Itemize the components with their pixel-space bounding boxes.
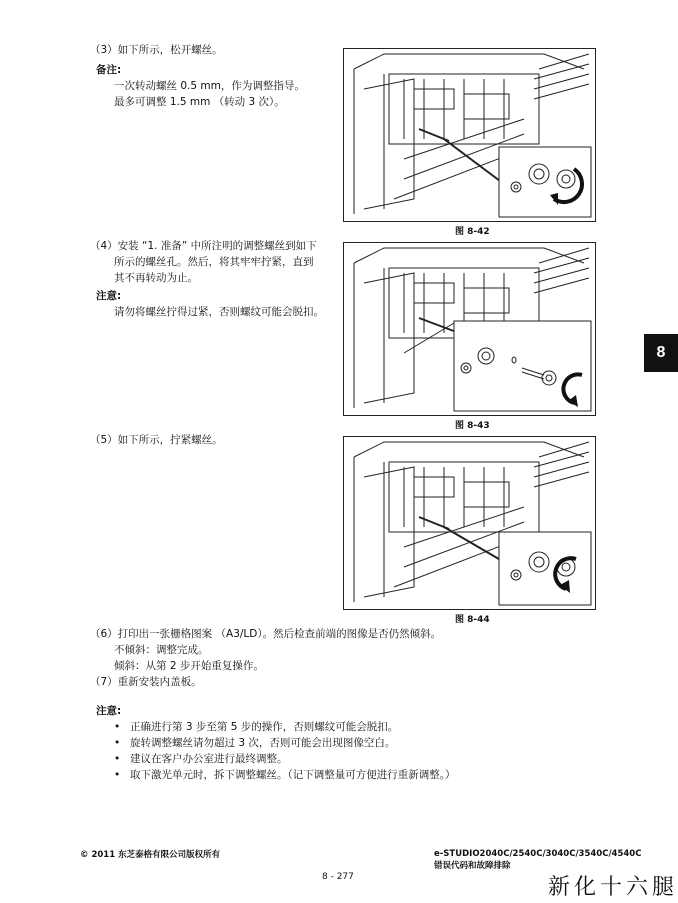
step-4-note-label: 注意: bbox=[96, 290, 122, 302]
figure-8-42-image bbox=[343, 48, 596, 222]
footer-model-name: e-STUDIO2040C/2540C/3040C/3540C/4540C bbox=[434, 849, 642, 859]
figure-8-43-image bbox=[343, 242, 596, 416]
step-6-line-1: 不倾斜：调整完成。 bbox=[114, 644, 209, 656]
tighten-screw-illustration-icon bbox=[344, 437, 595, 609]
caution-item-4: • 取下激光单元时，拆下调整螺丝。（记下调整量可方便进行重新调整。） bbox=[114, 767, 456, 783]
step-4-title-line-1: （4）安装 “1. 准备” 中所注明的调整螺丝到如下 bbox=[90, 240, 317, 252]
caution-item-3: • 建议在客户办公室进行最终调整。 bbox=[114, 751, 456, 767]
figure-8-42-caption: 图 8-42 bbox=[455, 227, 490, 237]
page-number: 8 - 277 bbox=[322, 872, 354, 882]
step-7-title: （7）重新安装内盖板。 bbox=[90, 676, 202, 688]
caution-list bbox=[114, 719, 456, 783]
watermark-text: 新化十六腿 bbox=[548, 875, 678, 900]
footer-section: 错误代码和故障排除 bbox=[434, 861, 511, 871]
step-4-title-line-2: 所示的螺丝孔。然后，将其牢牢拧紧，直到 bbox=[114, 256, 314, 268]
step-4-note-line-1: 请勿将螺丝拧得过紧，否则螺纹可能会脱扣。 bbox=[114, 306, 324, 318]
figure-8-44-caption: 图 8-44 bbox=[455, 615, 490, 625]
loosen-screw-illustration-icon bbox=[344, 49, 595, 221]
step-6-title: （6）打印出一张栅格图案 （A3/LD）。然后检查前端的图像是否仍然倾斜。 bbox=[90, 628, 442, 640]
step-4-title-line-3: 其不再转动为止。 bbox=[114, 272, 198, 284]
caution-item-2: • 旋转调整螺丝请勿超过 3 次，否则可能会出现图像空白。 bbox=[114, 735, 456, 751]
step-3-note-line-1: 一次转动螺丝 0.5 mm，作为调整指导。 bbox=[114, 80, 305, 92]
caution-label: 注意: bbox=[96, 705, 122, 717]
insert-screw-illustration-icon bbox=[344, 243, 595, 415]
step-5-title: （5）如下所示，拧紧螺丝。 bbox=[90, 434, 223, 446]
chapter-tab: 8 bbox=[644, 334, 678, 372]
step-3-note-label: 备注: bbox=[96, 64, 122, 76]
step-3-title: （3）如下所示，松开螺丝。 bbox=[90, 44, 223, 56]
caution-item-1: • 正确进行第 3 步至第 5 步的操作，否则螺纹可能会脱扣。 bbox=[114, 719, 456, 735]
step-3-note-line-2: 最多可调整 1.5 mm （转动 3 次）。 bbox=[114, 96, 285, 108]
footer-model bbox=[434, 848, 641, 872]
step-6-line-2: 倾斜：从第 2 步开始重复操作。 bbox=[114, 660, 264, 672]
figure-8-43-caption: 图 8-43 bbox=[455, 421, 490, 431]
figure-8-44-image bbox=[343, 436, 596, 610]
footer-copyright: © 2011 东芝泰格有限公司版权所有 bbox=[80, 850, 221, 860]
